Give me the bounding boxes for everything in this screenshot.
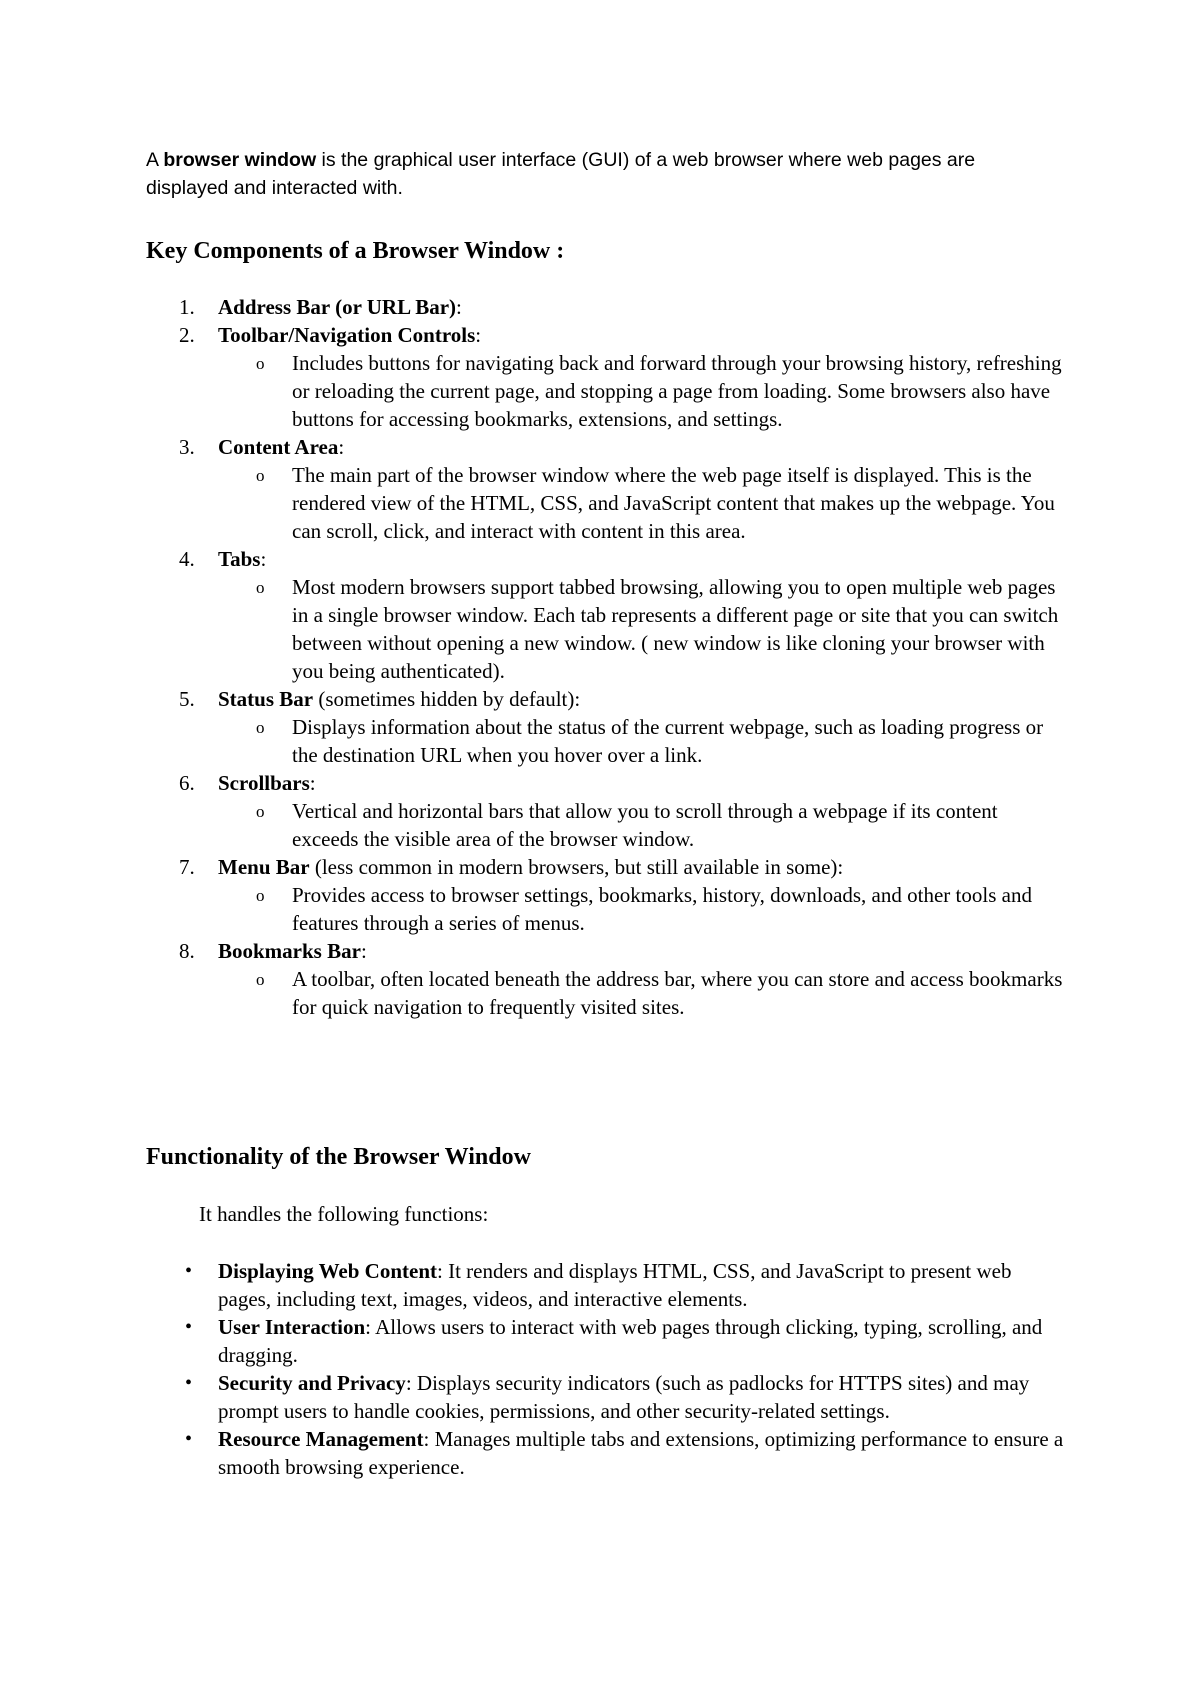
sub-list <box>218 965 1066 1021</box>
sub-list-item <box>218 349 1066 433</box>
item-text: : Displays security indicators (such as padlocks for HTTPS sites) and may prompt users to handle cookies, permissions, and other security-related settings. <box>218 1371 1030 1423</box>
item-number: 3. <box>179 435 195 459</box>
sub-item-text: Most modern browsers support tabbed browsing, allowing you to open multiple web pages in a single browser window. Each tab represents a different page or site that you can switch between without opening a new window. ( new window is like cloning your browser with you being authenticated). <box>292 575 1059 683</box>
bullet-marker: • <box>185 1372 193 1394</box>
list-item <box>146 769 1066 853</box>
sub-list-item <box>218 881 1066 937</box>
list-item <box>146 1257 1066 1313</box>
item-suffix: : <box>338 435 345 459</box>
sub-item-text: The main part of the browser window where the web page itself is displayed. This is the rendered view of the HTML, CSS, and JavaScript content that makes up the webpage. You can scroll, click, and interact with content in this area. <box>292 463 1055 543</box>
bullet-marker: • <box>185 1316 193 1338</box>
bullet-marker: • <box>185 1260 193 1282</box>
intro-term: browser window <box>163 149 317 171</box>
list-item <box>146 853 1066 937</box>
sub-list-item <box>218 461 1066 545</box>
item-suffix: : <box>360 939 367 963</box>
list-item <box>146 545 1066 685</box>
sub-item-text: A toolbar, often located beneath the address bar, where you can store and access bookmarks for quick navigation to frequently visited sites. <box>292 967 1063 1019</box>
item-title: Resource Management <box>218 1427 424 1451</box>
item-text: : It renders and displays HTML, CSS, and JavaScript to present web pages, including text, images, videos, and interactive elements. <box>218 1259 1012 1311</box>
intro-paragraph <box>146 146 1046 202</box>
list-item <box>146 685 1066 769</box>
list-item <box>146 433 1066 545</box>
functionality-intro: It handles the following functions: <box>199 1202 489 1226</box>
item-title: Status Bar <box>218 687 314 711</box>
sub-list <box>218 713 1066 769</box>
item-suffix: : <box>309 771 316 795</box>
item-title: Security and Privacy <box>218 1371 406 1395</box>
item-suffix: : <box>456 295 462 319</box>
sub-item-text: Includes buttons for navigating back and forward through your browsing history, refreshing or reloading the current page, and stopping a page from loading. Some browsers also have buttons for accessing bookmarks, extensions, and settings. <box>292 351 1062 431</box>
item-number: 7. <box>179 855 195 879</box>
sub-list <box>218 797 1066 853</box>
sub-item-text: Displays information about the status of the current webpage, such as loading progress or the destination URL when you hover over a link. <box>292 715 1044 767</box>
item-number: 1. <box>179 295 195 319</box>
intro-rest: is the graphical user interface (GUI) of a web browser where web pages are displayed and interacted with. <box>146 149 976 199</box>
sub-list <box>218 349 1066 433</box>
item-number: 8. <box>179 939 195 963</box>
item-title: Address Bar (or URL Bar) <box>218 295 457 319</box>
list-item <box>146 1369 1066 1425</box>
item-suffix: : <box>475 323 482 347</box>
item-title: Toolbar/Navigation Controls <box>218 323 476 347</box>
sub-list <box>218 881 1066 937</box>
functionality-heading: Functionality of the Browser Window <box>146 1144 531 1170</box>
list-item <box>146 293 1066 321</box>
item-title: Displaying Web Content <box>218 1259 437 1283</box>
sub-bullet-marker: o <box>256 718 265 737</box>
sub-list-item <box>218 797 1066 853</box>
sub-bullet-marker: o <box>256 466 265 485</box>
list-item <box>146 1425 1066 1481</box>
sub-bullet-marker: o <box>256 802 265 821</box>
item-text: : Manages multiple tabs and extensions, optimizing performance to ensure a smooth browsing experience. <box>218 1427 1064 1479</box>
item-title: Content Area <box>218 435 339 459</box>
item-title: Tabs <box>218 547 261 571</box>
item-number: 6. <box>179 771 195 795</box>
sub-bullet-marker: o <box>256 970 265 989</box>
item-title: Menu Bar <box>218 855 310 879</box>
list-item <box>146 937 1066 1021</box>
sub-bullet-marker: o <box>256 354 265 373</box>
item-title: Scrollbars <box>218 771 310 795</box>
sub-item-text: Provides access to browser settings, bookmarks, history, downloads, and other tools and features through a series of menus. <box>292 883 1032 935</box>
item-suffix: : <box>260 547 267 571</box>
intro-prefix: A <box>146 149 164 171</box>
sub-list <box>218 573 1066 685</box>
functionality-list <box>146 1257 1066 1481</box>
sub-bullet-marker: o <box>256 886 265 905</box>
sub-list-item <box>218 573 1066 685</box>
item-title: User Interaction <box>218 1315 366 1339</box>
item-suffix: (less common in modern browsers, but still available in some): <box>309 855 844 879</box>
item-number: 5. <box>179 687 195 711</box>
bullet-marker: • <box>185 1428 193 1450</box>
item-text: : Allows users to interact with web pages through clicking, typing, scrolling, and dragging. <box>218 1315 1043 1367</box>
sub-list-item <box>218 965 1066 1021</box>
item-number: 4. <box>179 547 195 571</box>
key-components-list <box>146 293 1066 1021</box>
item-suffix: (sometimes hidden by default): <box>313 687 581 711</box>
sub-item-text: Vertical and horizontal bars that allow you to scroll through a webpage if its content exceeds the visible area of the browser window. <box>292 799 998 851</box>
sub-list-item <box>218 713 1066 769</box>
list-item <box>146 1313 1066 1369</box>
sub-list <box>218 461 1066 545</box>
sub-bullet-marker: o <box>256 578 265 597</box>
list-item <box>146 321 1066 433</box>
key-components-heading: Key Components of a Browser Window : <box>146 238 565 264</box>
item-title: Bookmarks Bar <box>218 939 361 963</box>
item-number: 2. <box>179 323 195 347</box>
